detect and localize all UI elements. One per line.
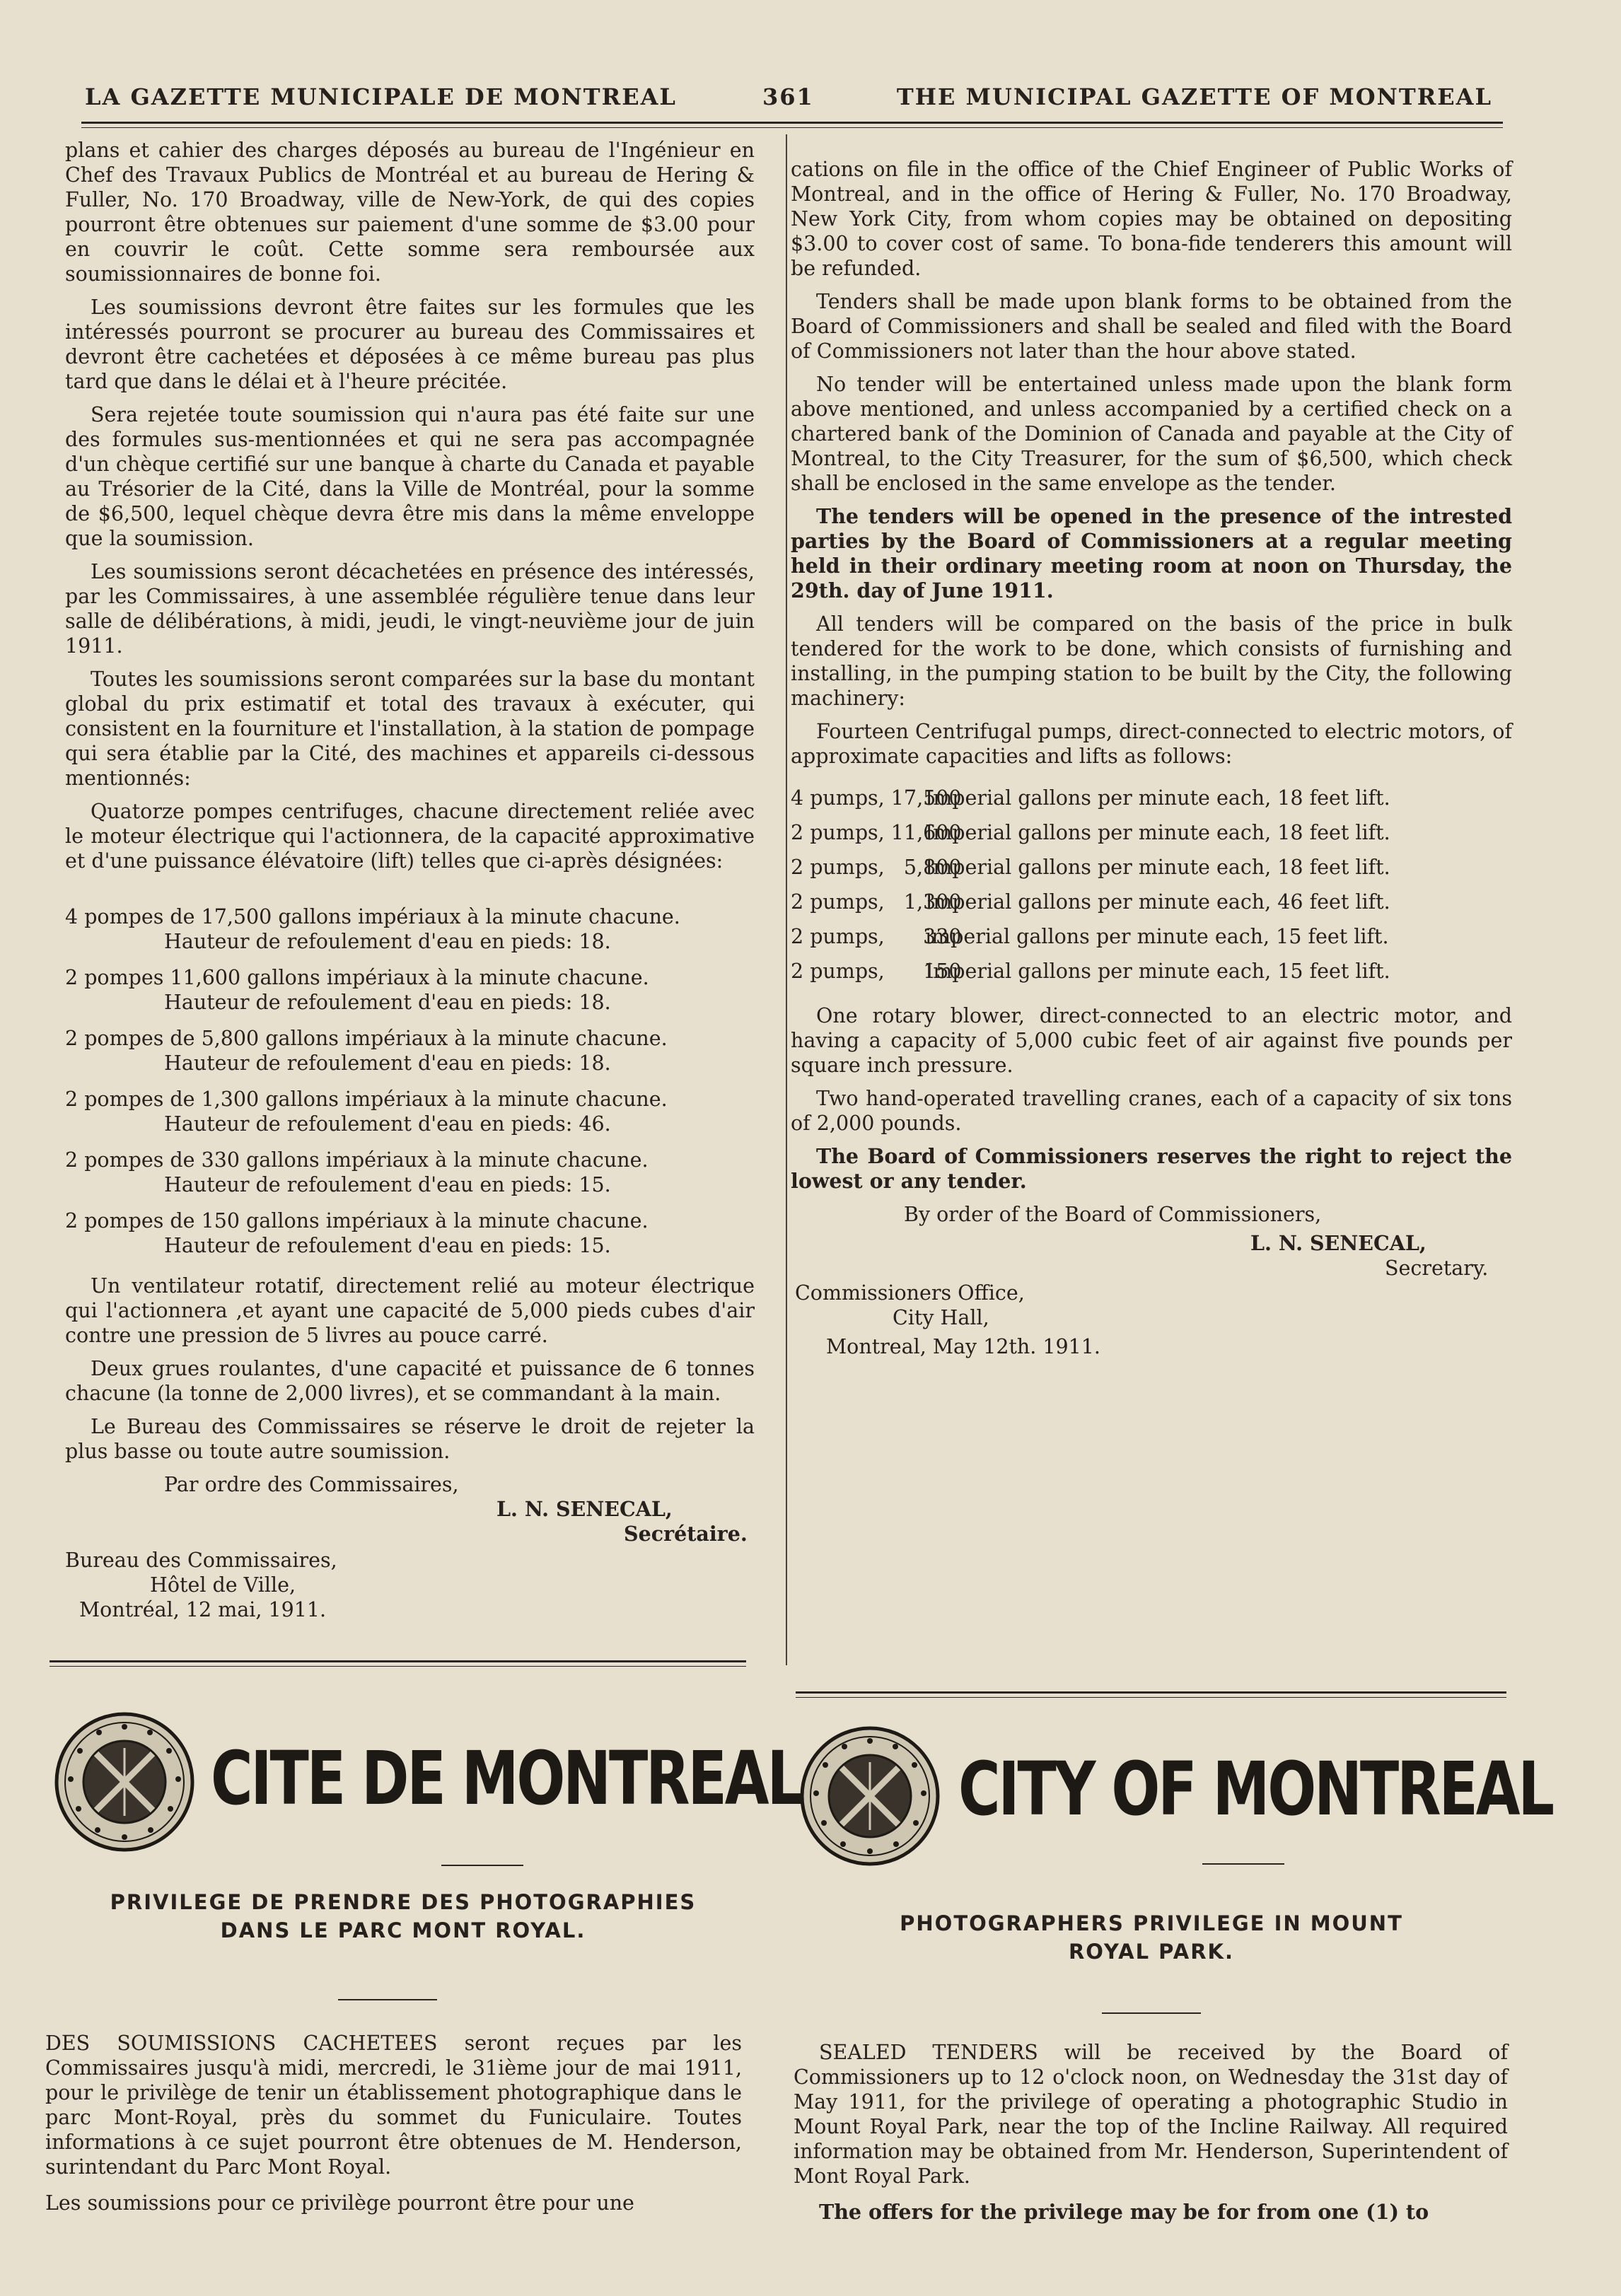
paragraph: plans et cahier des charges déposés au bureau de l'Ingénieur en Chef des Travaux Publics de Montréal et au bureau de Hering & Fuller, No. 170 Broadway, ville de New-York, de qui des copies pourront être obtenues sur paiement d'une somme de $3.00 pour en couvrir le coût. Cette somme sera remboursée aux soumissionnaires de bonne foi. xyxy=(65,139,755,286)
page-number: 361 xyxy=(762,83,814,110)
pump-spec: 2 pumps, 1,300 xyxy=(791,890,962,914)
order-line: Par ordre des Commissaires, xyxy=(164,1473,459,1496)
address-line: City Hall, xyxy=(893,1306,989,1329)
paragraph: cations on file in the office of the Chief Engineer of Public Works of Montreal, and in the office of Hering & Fuller, No. 170 Broadway, New York City, from whom copies may be obtained on depositing $3.00 to cover cost of same. To bona-fide tenderers this amount will be refunded. xyxy=(791,158,1512,280)
paragraph: Les soumissions pour ce privilège pourront être pour une xyxy=(45,2191,634,2215)
list-item xyxy=(65,1087,755,1136)
paragraph: One rotary blower, direct-connected to an electric motor, and having a capacity of 5,000 cubic feet of air against five pounds per square inch pressure. xyxy=(791,1004,1512,1077)
paragraph: DES SOUMISSIONS CACHETEES seront reçues par les Commissaires jusqu'à midi, mercredi, le 31ième jour de mai 1911, pour le privilège de tenir un établissement photographique dans le parc Mont-Royal, près du sommet du Funiculaire. Toutes informations à ce sujet pourront être obtenues de M. Henderson, surintendant du Parc Mont Royal. xyxy=(45,2032,742,2179)
subtitle-rule xyxy=(338,1999,437,2000)
paragraph: Tenders shall be made upon blank forms to be obtained from the Board of Commissioners and shall be sealed and filed with the Board of Commissioners not later than the hour above stated. xyxy=(791,290,1512,363)
pump-lift: Hauteur de refoulement d'eau en pieds: 15. xyxy=(164,1173,611,1196)
signer-title: Secrétaire. xyxy=(624,1522,748,1546)
notice-body-french xyxy=(45,2031,742,2224)
pump-lift: Imperial gallons per minute each, 15 feet lift. xyxy=(925,960,1390,983)
subtitle-line: DANS LE PARC MONT ROYAL. xyxy=(220,1918,586,1942)
pump-lift: Hauteur de refoulement d'eau en pieds: 46. xyxy=(164,1112,611,1136)
pump-spec: 2 pumps, 11,600 xyxy=(791,821,962,844)
pump-lift: Imperial gallons per minute each, 18 feet lift. xyxy=(925,786,1390,810)
list-item xyxy=(791,820,1512,845)
list-item xyxy=(65,1148,755,1197)
pump-spec: 2 pumps, 330 xyxy=(791,925,962,948)
paragraph: Deux grues roulantes, d'une capacité et puissance de 6 tonnes chacune (la tonne de 2,000 livres), et se commandant à la main. xyxy=(65,1357,755,1405)
pump-spec: 2 pompes de 5,800 gallons impériaux à la minute chacune. xyxy=(65,1027,668,1050)
pump-spec: 2 pompes de 150 gallons impériaux à la minute chacune. xyxy=(65,1209,649,1233)
pump-lift: imperial gallons per minute each, 15 feet lift. xyxy=(925,925,1389,948)
pump-lift: Imperial gallons per minute each, 18 feet lift. xyxy=(925,856,1390,879)
paragraph: No tender will be entertained unless made upon the blank form above mentioned, and unless accompanied by a certified check on a chartered bank of the Dominion of Canada and payable at the City of Montreal, to the City Treasurer, for the sum of $6,500, which check shall be enclosed in the same envelope as the tender. xyxy=(791,373,1512,495)
pump-lift: Imperial gallons per minute each, 18 feet lift. xyxy=(925,821,1390,844)
pump-spec: 2 pumps, 5,800 xyxy=(791,856,962,879)
pump-spec: 2 pompes de 330 gallons impériaux à la minute chacune. xyxy=(65,1148,649,1172)
pump-lift: Hauteur de refoulement d'eau en pieds: 15. xyxy=(164,1234,611,1257)
list-item xyxy=(65,904,755,954)
signer-name: L. N. SENECAL, xyxy=(496,1497,673,1521)
list-item xyxy=(791,924,1512,949)
pump-lift: Hauteur de refoulement d'eau en pieds: 18. xyxy=(164,930,611,953)
subtitle-rule xyxy=(1102,2012,1201,2014)
address-line: Bureau des Commissaires, xyxy=(65,1549,337,1572)
header-rule xyxy=(81,122,1503,124)
section-rule-right xyxy=(796,1691,1506,1694)
list-item xyxy=(791,890,1512,914)
list-item xyxy=(791,786,1512,810)
paragraph: All tenders will be compared on the basis of the price in bulk tendered for the work to be done, which consists of furnishing and installing, in the pumping station to be built by the City, the following machinery: xyxy=(791,612,1512,710)
notice-title-french: CITE DE MONTREAL xyxy=(211,1735,802,1822)
header-rule-thin xyxy=(81,127,1503,128)
subtitle-line: PRIVILEGE DE PRENDRE DES PHOTOGRAPHIES xyxy=(110,1890,697,1914)
pump-spec: 2 pompes de 1,300 gallons impériaux à la minute chacune. xyxy=(65,1088,668,1111)
address-line: Commissioners Office, xyxy=(795,1281,1025,1305)
paragraph: The tenders will be opened in the presence of the intrested parties by the Board of Commissioners at a regular meeting held in their ordinary meeting room at noon on Thursday, the 29th. day of June 1911. xyxy=(791,504,1512,602)
list-item xyxy=(65,1026,755,1076)
title-rule xyxy=(441,1865,523,1866)
pump-lift: Hauteur de refoulement d'eau en pieds: 18. xyxy=(164,1051,611,1075)
paragraph: Un ventilateur rotatif, directement relié au moteur électrique qui l'actionnera ,et ayant une capacité de 5,000 pieds cubes d'air contre une pression de 5 livres au pouce carré. xyxy=(65,1274,755,1347)
paragraph: Two hand-operated travelling cranes, each of a capacity of six tons of 2,000 pounds. xyxy=(791,1087,1512,1135)
paragraph: The offers for the privilege may be for from one (1) to xyxy=(819,2200,1429,2224)
paragraph: Les soumissions devront être faites sur les formules que les intéressés pourront se procurer au bureau des Commissaires et devront être cachetées et déposées à ce même bureau pas plus tard que dans le délai et à l'heure précitée. xyxy=(65,296,755,393)
paragraph: Le Bureau des Commissaires se réserve le droit de rejeter la plus basse ou toute autre soumission. xyxy=(65,1415,755,1463)
title-rule xyxy=(1202,1863,1284,1865)
pump-spec: 2 pumps, 150 xyxy=(791,960,962,983)
notice-body-english xyxy=(794,2040,1508,2233)
paragraph: Sera rejetée toute soumission qui n'aura pas été faite sur une des formules sus-mentionnées et qui ne sera pas accompagnée d'un chèque certifié sur une banque à charte du Canada et payable au Trésorier de la Cité, dans la Ville de Montréal, pour la somme de $6,500, lequel chèque devra être mis dans la même enveloppe que la soumission. xyxy=(65,403,755,550)
list-item xyxy=(791,855,1512,880)
subtitle-line: PHOTOGRAPHERS PRIVILEGE IN MOUNT xyxy=(900,1911,1403,1935)
pump-spec: 2 pompes 11,600 gallons impériaux à la minute chacune. xyxy=(65,966,649,989)
section-rule-left xyxy=(50,1660,746,1662)
right-column-english xyxy=(791,157,1512,1359)
running-header xyxy=(85,83,1492,126)
city-seal-icon xyxy=(799,1725,941,1867)
section-rule-right-thin xyxy=(796,1697,1506,1698)
order-line: By order of the Board of Commissioners, xyxy=(904,1203,1322,1226)
list-item xyxy=(65,965,755,1015)
list-item xyxy=(65,1208,755,1258)
header-left-title: LA GAZETTE MUNICIPALE DE MONTREAL xyxy=(85,83,677,110)
pump-lift: Hauteur de refoulement d'eau en pieds: 18. xyxy=(164,991,611,1014)
date-line: Montréal, 12 mai, 1911. xyxy=(79,1598,327,1621)
paragraph: Les soumissions seront décachetées en présence des intéressés, par les Commissaires, à une assemblée régulière tenue dans leur salle de délibérations, à midi, jeudi, le vingt-neuvième jour de juin 1911. xyxy=(65,560,755,658)
address-line: Hôtel de Ville, xyxy=(150,1573,296,1597)
pump-spec: 4 pompes de 17,500 gallons impériaux à la minute chacune. xyxy=(65,905,680,928)
notice-subtitle-french xyxy=(64,1888,743,1945)
pump-list xyxy=(791,786,1512,984)
pump-lift: Imperial gallons per minute each, 46 feet lift. xyxy=(925,890,1390,914)
notice-title-english: CITY OF MONTREAL xyxy=(958,1746,1552,1832)
section-rule-left-thin xyxy=(50,1666,746,1667)
left-column-french xyxy=(65,138,755,1622)
signer-title: Secretary. xyxy=(1385,1257,1489,1280)
notice-subtitle-english xyxy=(798,1909,1505,1966)
signer-name: L. N. SENECAL, xyxy=(1250,1231,1427,1255)
subtitle-line: ROYAL PARK. xyxy=(1068,1940,1235,1964)
paragraph: Fourteen Centrifugal pumps, direct-connected to electric motors, of approximate capacities and lifts as follows: xyxy=(791,720,1512,768)
paragraph: SEALED TENDERS will be received by the Board of Commissioners up to 12 o'clock noon, on Wednesday the 31st day of May 1911, for the privilege of operating a photographic Studio in Mount Royal Park, near the top of the Incline Railway. All required information may be obtained from Mr. Henderson, Superintendent of Mont Royal Park. xyxy=(794,2041,1508,2188)
city-seal-icon xyxy=(54,1711,195,1853)
date-line: Montreal, May 12th. 1911. xyxy=(826,1335,1100,1358)
paragraph: Quatorze pompes centrifuges, chacune directement reliée avec le moteur électrique qui l'actionnera, de la capacité approximative et d'une puissance élévatoire (lift) telles que ci-après désignées: xyxy=(65,800,755,873)
paragraph: Toutes les soumissions seront comparées sur la base du montant global du prix estimatif et total des travaux à exécuter, qui consistent en la fourniture et l'installation, à la station de pompage qui sera établie par la Cité, des machines et appareils ci-dessous mentionnés: xyxy=(65,668,755,790)
pump-spec: 4 pumps, 17,500 xyxy=(791,786,962,810)
list-item xyxy=(791,959,1512,984)
paragraph: The Board of Commissioners reserves the right to reject the lowest or any tender. xyxy=(791,1144,1512,1193)
header-right-title: THE MUNICIPAL GAZETTE OF MONTREAL xyxy=(896,83,1492,110)
pump-list xyxy=(65,904,755,1258)
column-divider xyxy=(786,134,787,1665)
